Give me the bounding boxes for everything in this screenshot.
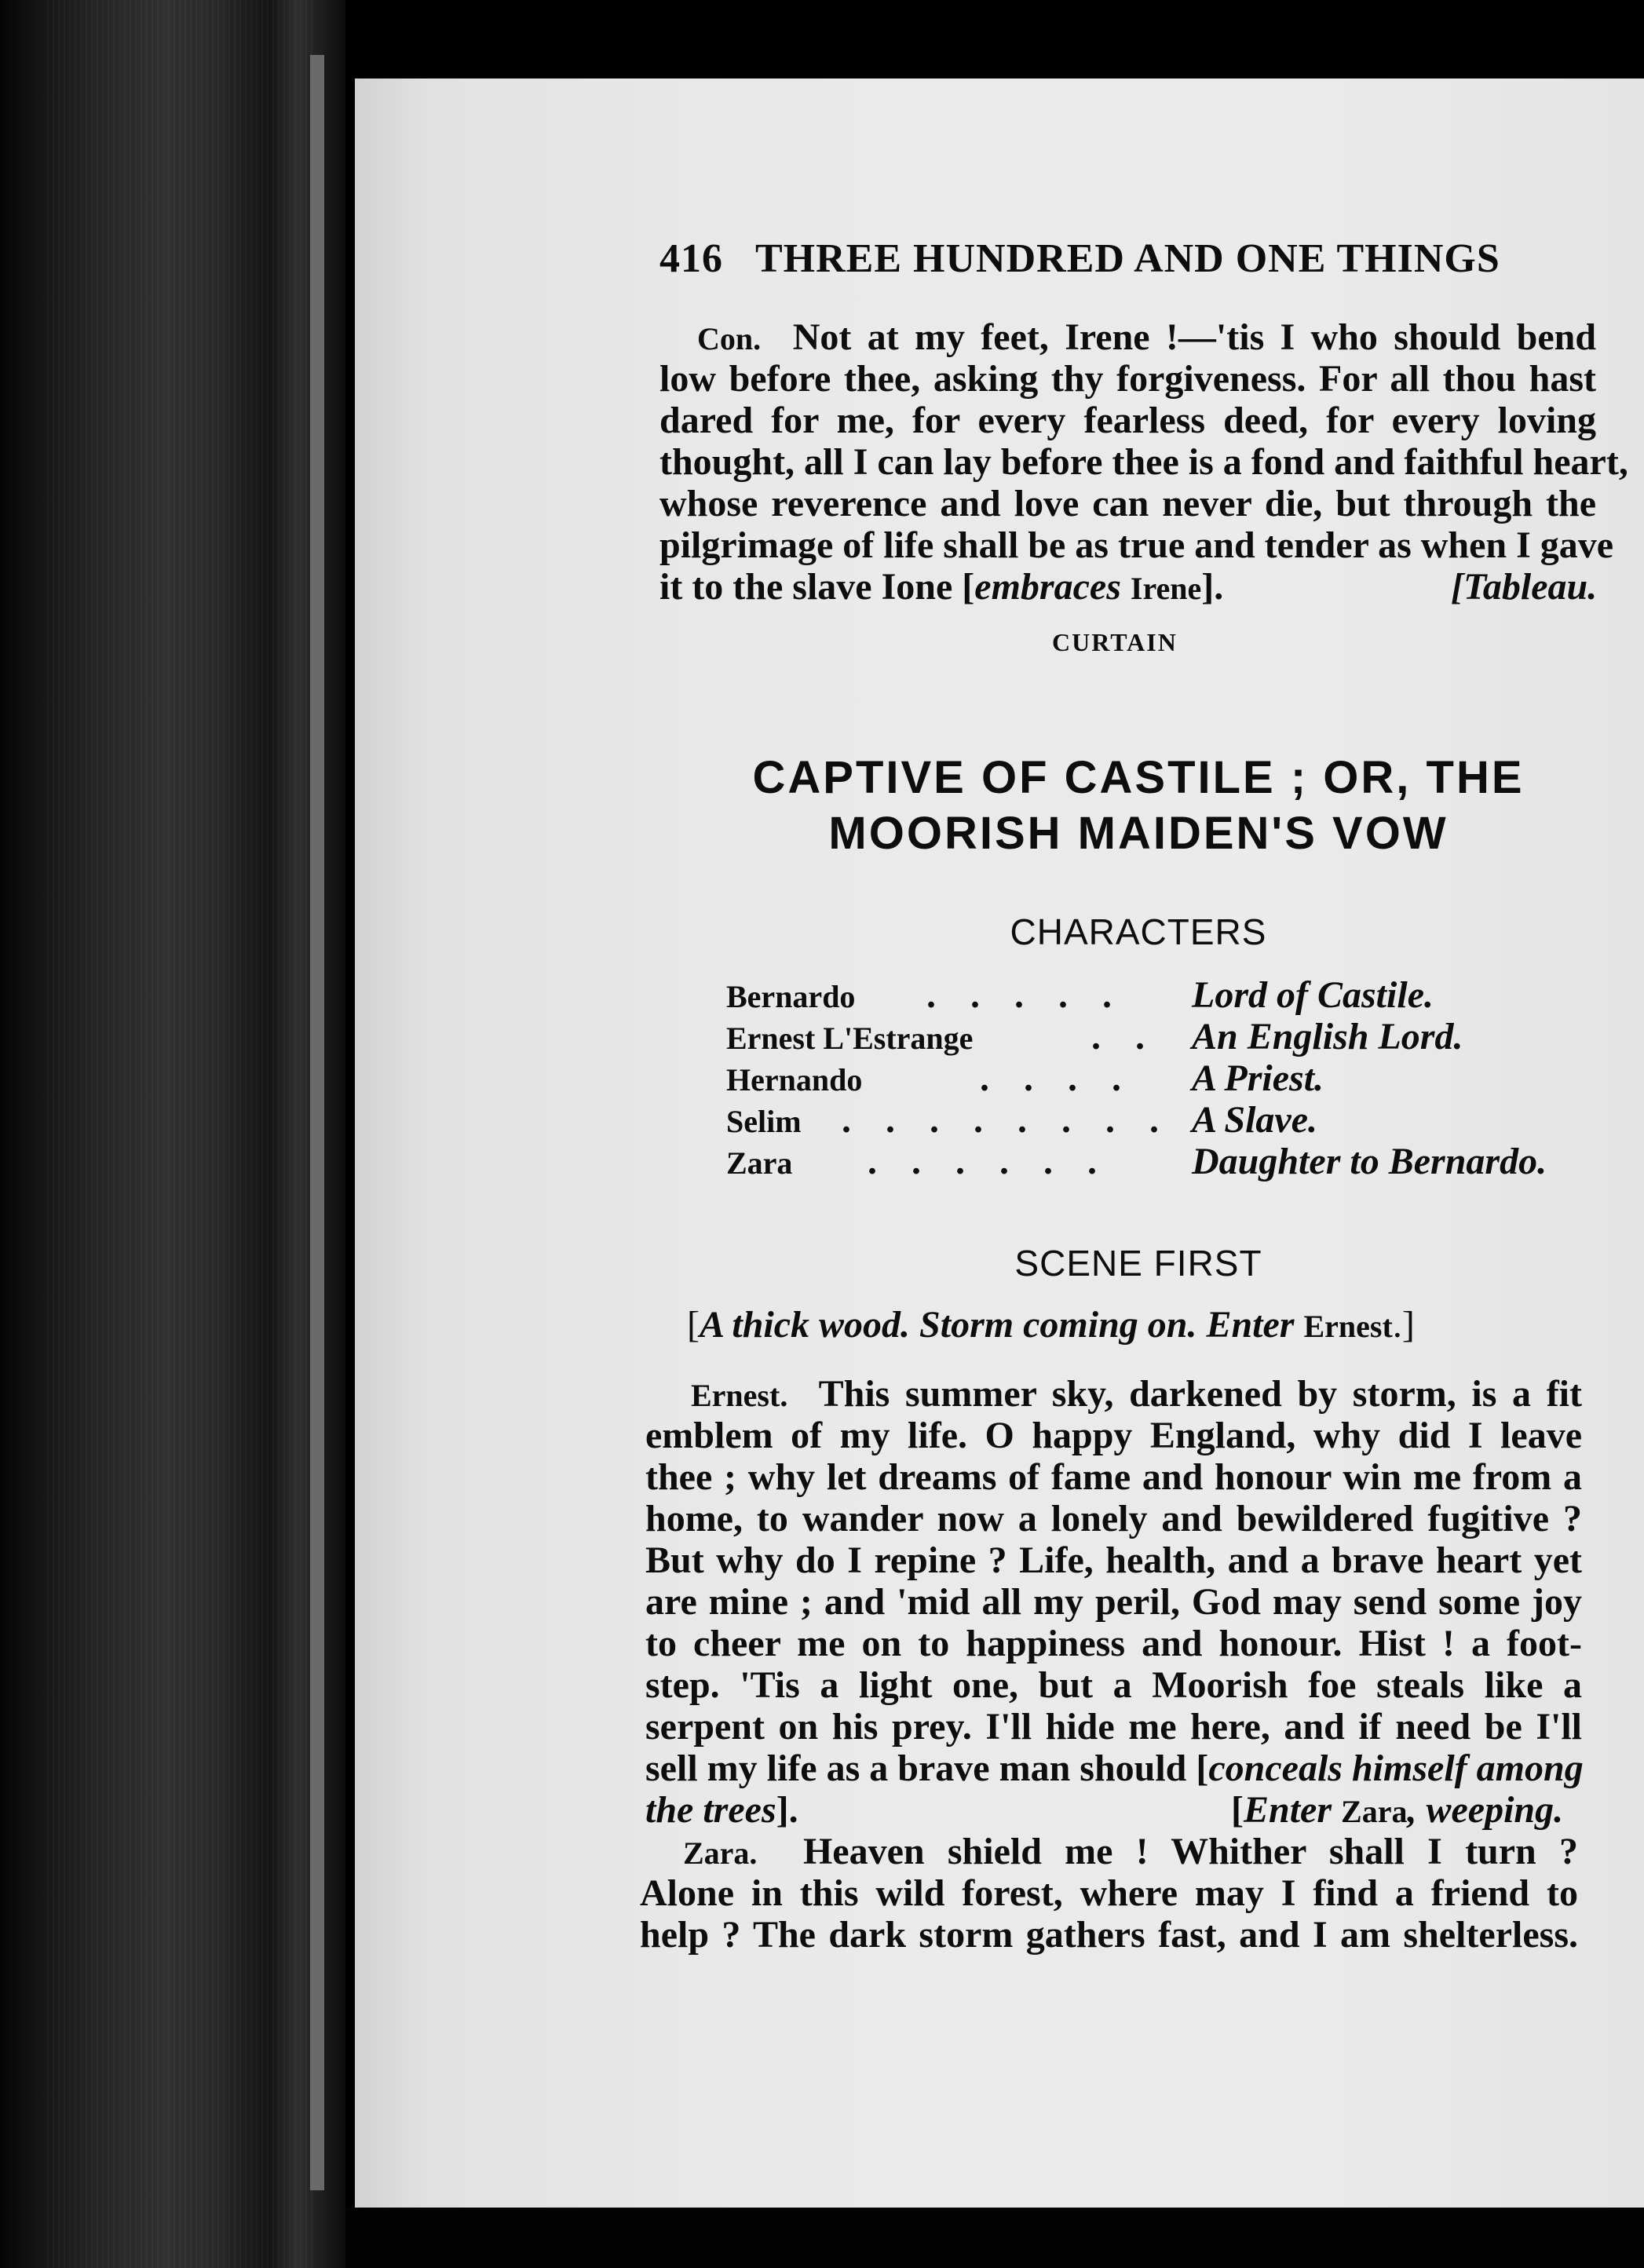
character-name: Ernest L'Estrange: [726, 1021, 974, 1056]
character-name: Zara: [726, 1145, 793, 1181]
con-line-4: thought, all I can lay before thee is a fond and faithful heart,: [659, 441, 1628, 483]
stage-direction: the trees: [645, 1789, 776, 1831]
stage-direction: Enter: [1243, 1789, 1332, 1831]
zara-line-2: Alone in this wild forest, where may I find a friend to: [640, 1872, 1578, 1914]
ernest-line-2: emblem of my life. O happy England, why did I leave: [645, 1415, 1582, 1456]
ernest-line-5: But why do I repine ? Life, health, and a brave heart yet: [645, 1539, 1582, 1581]
character-name: Ernest: [1303, 1309, 1393, 1344]
ernest-line-10: [645, 1747, 1582, 1790]
stage-direction: conceals himself among: [1208, 1748, 1584, 1789]
leader-dots: . .: [1091, 1016, 1157, 1057]
character-row: [726, 1140, 792, 1183]
character-name: Hernando: [726, 1062, 863, 1097]
role-text: An English Lord.: [1192, 1016, 1463, 1057]
character-row: [726, 1057, 862, 1100]
leader-dots: . . . . .: [926, 974, 1124, 1016]
ernest-line-4: home, to wander now a lonely and bewildered fugitive ?: [645, 1498, 1582, 1539]
con-line-2: low before thee, asking thy forgiveness. For all thou hast: [659, 358, 1596, 400]
speech-text: ].: [776, 1789, 798, 1831]
character-name: Irene: [1130, 571, 1202, 606]
role-text: Lord of Castile.: [1192, 974, 1434, 1016]
leader-dots: . . . . . .: [868, 1141, 1109, 1182]
role-text: Daughter to Bernardo.: [1192, 1141, 1547, 1182]
con-line-6: pilgrimage of life shall be as true and tender as when I gave: [659, 524, 1614, 566]
stage-direction: [Tableau.: [1451, 566, 1598, 608]
ernest-line-6: are mine ; and 'mid all my peril, God may send some joy: [645, 1581, 1582, 1623]
speech-text: This summer sky, darkened by storm, is a fit: [818, 1373, 1583, 1415]
speaker-label: Con.: [697, 321, 762, 356]
enter-zara-direction: [1231, 1788, 1563, 1832]
ernest-line-3: thee ; why let dreams of fame and honour win me from a: [645, 1456, 1582, 1498]
character-name: Zara: [1341, 1794, 1408, 1829]
speech-text: Heaven shield me ! Whither shall I turn ?: [802, 1831, 1579, 1872]
bottom-shadow: [345, 2208, 1644, 2268]
stage-direction: embraces: [974, 566, 1121, 608]
stage-direction: A thick wood. Storm coming on. Enter: [699, 1304, 1295, 1346]
speaker-label: Zara.: [683, 1835, 758, 1871]
scene-heading: SCENE FIRST: [1014, 1243, 1262, 1284]
characters-heading: CHARACTERS: [1010, 911, 1267, 952]
character-role: [1192, 973, 1434, 1017]
speech-text: ].: [1201, 566, 1224, 608]
running-title: THREE HUNDRED AND ONE THINGS: [755, 236, 1500, 281]
character-name: Selim: [726, 1104, 802, 1139]
character-row: [726, 1098, 802, 1141]
con-line-5: whose reverence and love can never die, but through the: [659, 483, 1596, 524]
character-role: [1192, 1015, 1463, 1058]
page-number: 416: [659, 236, 723, 281]
ernest-line-7: to cheer me on to happiness and honour. Hist ! a foot-: [645, 1623, 1582, 1664]
leader-dots: . . . . . . . .: [842, 1099, 1171, 1141]
tableau-direction: [1451, 565, 1597, 608]
zara-line-3: help ? The dark storm gathers fast, and I am shelterless.: [640, 1914, 1578, 1956]
play-title-line-1: CAPTIVE OF CASTILE ; OR, THE: [752, 752, 1525, 803]
play-title-line-2: MOORISH MAIDEN'S VOW: [828, 808, 1449, 859]
speech-text: it to the slave Ione [: [659, 566, 975, 608]
character-row: [726, 1015, 973, 1058]
ernest-line-9: serpent on his prey. I'll hide me here, and if need be I'll: [645, 1706, 1582, 1748]
ernest-line-11: [645, 1788, 798, 1832]
con-line-1: [697, 316, 1596, 359]
character-name: Bernardo: [726, 979, 856, 1014]
bracket: [: [687, 1304, 700, 1346]
con-line-3: dared for me, for every fearless deed, for every loving: [659, 400, 1596, 441]
role-text: A Priest.: [1192, 1057, 1324, 1099]
role-text: A Slave.: [1192, 1099, 1318, 1141]
page-edges-texture: [47, 0, 314, 2268]
zara-line-1: [683, 1830, 1578, 1873]
con-line-7: [659, 565, 1223, 608]
stage-direction: , weeping.: [1407, 1789, 1564, 1831]
character-role: [1192, 1057, 1324, 1100]
ernest-line-8: step. 'Tis a light one, but a Moorish foe steals like a: [645, 1664, 1582, 1706]
page-edge-highlight: [310, 55, 324, 2190]
speaker-label: Ernest.: [691, 1378, 788, 1413]
curtain-label: CURTAIN: [1052, 628, 1178, 656]
scene-stage-direction: [687, 1303, 1415, 1346]
speech-text: sell my life as a brave man should [: [645, 1748, 1209, 1789]
ernest-line-1: [691, 1372, 1582, 1415]
bracket: [: [1231, 1789, 1244, 1831]
character-row: [726, 973, 855, 1017]
leader-dots: . . . .: [980, 1057, 1134, 1099]
speech-text: Not at my feet, Irene !—'tis I who should bend: [792, 316, 1597, 358]
character-role: [1192, 1140, 1547, 1183]
bracket: .]: [1392, 1304, 1415, 1346]
character-role: [1192, 1098, 1317, 1141]
